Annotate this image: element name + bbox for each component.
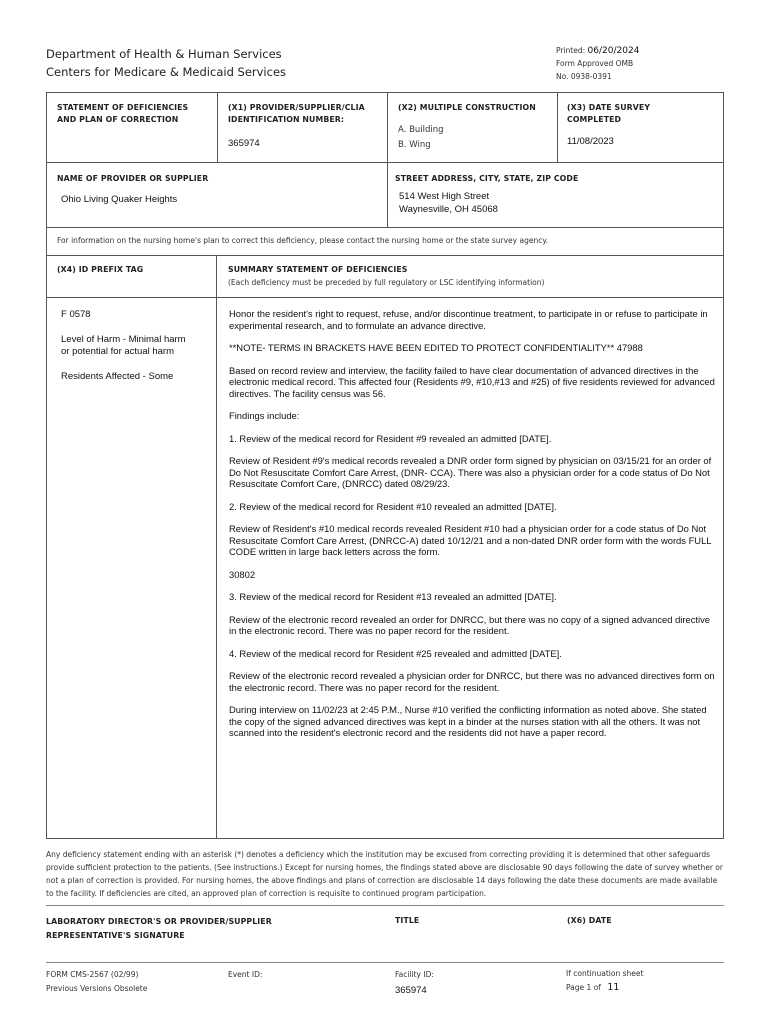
paragraph: During interview on 11/02/23 at 2:45 P.M., Nurse #10 verified the conflicting information as noted above. She stated the copy of the signed advanced directives was kept in a binder at the nurses station with all the others. It was not scanned into the resident's electronic record and the residents did not have a paper record. [229,704,707,738]
summary-sub: (Each deficiency must be preceded by full regulatory or LSC identifying information) [228,278,545,287]
provider-name-value: Ohio Living Quaker Heights [61,194,178,205]
provider-name-label: NAME OF PROVIDER OR SUPPLIER [57,174,209,183]
address-line-2: Waynesville, OH 45068 [399,204,498,215]
frame-left [46,92,47,838]
survey-date-value: 11/08/2023 [567,136,614,147]
frame-top [46,92,724,93]
facility-id-value: 365974 [395,985,427,996]
table-header-bottom [46,297,724,298]
row1-divider-1 [217,92,218,162]
paragraph: Review of Resident #9's medical records revealed a DNR order form signed by physician on 03/15/21 for an order of Do Not Resuscitate Comfort Care Arrest, (DNR- CCA). There was also a physician order for a code status of Do Not Resuscitate Comfort Care, (DNRCC) dated 08/29/23. [229,455,712,489]
row1-bottom [46,162,724,163]
provider-id-value: 365974 [228,138,260,149]
department-title: Department of Health & Human Services [46,47,282,61]
paragraph: 4. Review of the medical record for Resident #25 revealed and admitted [DATE]. [229,647,562,659]
x1-label: (X1) PROVIDER/SUPPLIER/CLIA IDENTIFICATION NUMBER: [228,103,365,124]
x3-label: (X3) DATE SURVEY COMPLETED [567,103,651,124]
facility-id-label: Facility ID: [395,970,434,979]
event-id-label: Event ID: [228,970,263,979]
paragraph: Review of the electronic record revealed an order for DNRCC, but there was no copy of a signed advanced directive in the electronic record. There was no paper record for the resident. [229,613,710,636]
row1-divider-2 [387,92,388,162]
continuation-label: If continuation sheet [566,969,644,978]
signature-label: LABORATORY DIRECTOR'S OR PROVIDER/SUPPLIER REPRESENTATIVE'S SIGNATURE [46,917,272,940]
disclaimer: Any deficiency statement ending with an asterisk (*) denotes a deficiency which the institution may be excused from correcting providing it is determined that other safeguards provide sufficient protection to the patients. (See instructions.) Except for nursing homes, the findings stated above are disclosable 90 days following the date of survey whether or not a plan of correction is provided. For nursing homes, the above findings and plans of correction are disclosable 14 days following the date these documents are made available to the facility. If deficiencies are cited, an approved plan of correction is requisite to continued program participation. [46,850,723,898]
paragraph: Honor the resident's right to request, refuse, and/or discontinue treatment, to participate in or refuse to participate in experimental research, and to formulate an advance directive. [229,308,708,331]
paragraph: 3. Review of the medical record for Resident #13 revealed an admitted [DATE]. [229,591,557,602]
printed-label: Printed: [556,46,586,55]
footer-top [46,962,724,963]
paragraph: Findings include: [229,410,300,421]
versions-obsolete: Previous Versions Obsolete [46,984,148,993]
paragraph: Review of the electronic record revealed a physician order for DNRCC, but there was no advanced directives form on the electronic record. There was no paper record for the resident. [229,670,715,693]
residents-affected: Residents Affected - Some [61,371,174,382]
address-label: STREET ADDRESS, CITY, STATE, ZIP CODE [395,174,579,183]
level-of-harm: Level of Harm - Minimal harm or potential for actual harm [61,334,186,357]
paragraph: Based on record review and interview, the facility failed to have clear documentation of advanced directives in the electronic medical record. This affected four (Residents #9, #10,#13 and #25) of five residents reviewed for advanced directives. The facility census was 56. [229,364,715,399]
title-label: TITLE [395,916,420,925]
wing-label: B. Wing [398,140,431,150]
statement-label: STATEMENT OF DEFICIENCIES AND PLAN OF CORRECTION [57,103,189,124]
info-line: For information on the nursing home's plan to correct this deficiency, please contact the nursing home or the state survey agency. [57,236,549,245]
department-subtitle: Centers for Medicare & Medicaid Services [46,65,287,79]
paragraph: 30802 [229,568,256,580]
table-divider [216,255,217,838]
frame-bottom [46,838,724,839]
row1-divider-3 [557,92,558,162]
omb-number: No. 0938-0391 [556,72,612,81]
paragraph: Review of Resident's #10 medical records revealed Resident #10 had a physician order for a code status of Do Not Resuscitate Comfort Care Arrest, (DNRCC-A) dated 10/12/21 and a non-dated DNR order form with the words FULL CODE written in large back letters across the form. [229,523,712,557]
building-label: A. Building [398,125,444,135]
frame-right [723,92,724,838]
signature-top [46,905,724,906]
summary-label: SUMMARY STATEMENT OF DEFICIENCIES [228,265,408,274]
row2-divider [387,162,388,227]
page-label: Page 1 of [566,983,601,992]
paragraph: **NOTE- TERMS IN BRACKETS HAVE BEEN EDITED TO PROTECT CONFIDENTIALITY** 47988 [229,342,643,353]
row2-bottom [46,227,724,228]
address-line-1: 514 West High Street [399,191,490,202]
page-total: 11 [607,982,620,993]
printed-date: 06/20/2024 [587,46,640,56]
date-label: (X6) DATE [567,916,612,925]
paragraph: 2. Review of the medical record for Resident #10 revealed an admitted [DATE]. [229,500,557,512]
summary-body [229,308,717,750]
x2-label: (X2) MULTIPLE CONSTRUCTION [398,103,536,112]
paragraph: 1. Review of the medical record for Resident #9 revealed an admitted [DATE]. [229,432,552,444]
form-number: FORM CMS-2567 (02/99) [46,970,139,979]
form-approved: Form Approved OMB [556,59,634,68]
id-prefix-label: (X4) ID PREFIX TAG [57,265,144,274]
deficiency-tag: F 0578 [61,309,91,320]
printed-info [556,46,639,56]
info-bottom [46,255,724,256]
page-indicator [566,982,619,993]
